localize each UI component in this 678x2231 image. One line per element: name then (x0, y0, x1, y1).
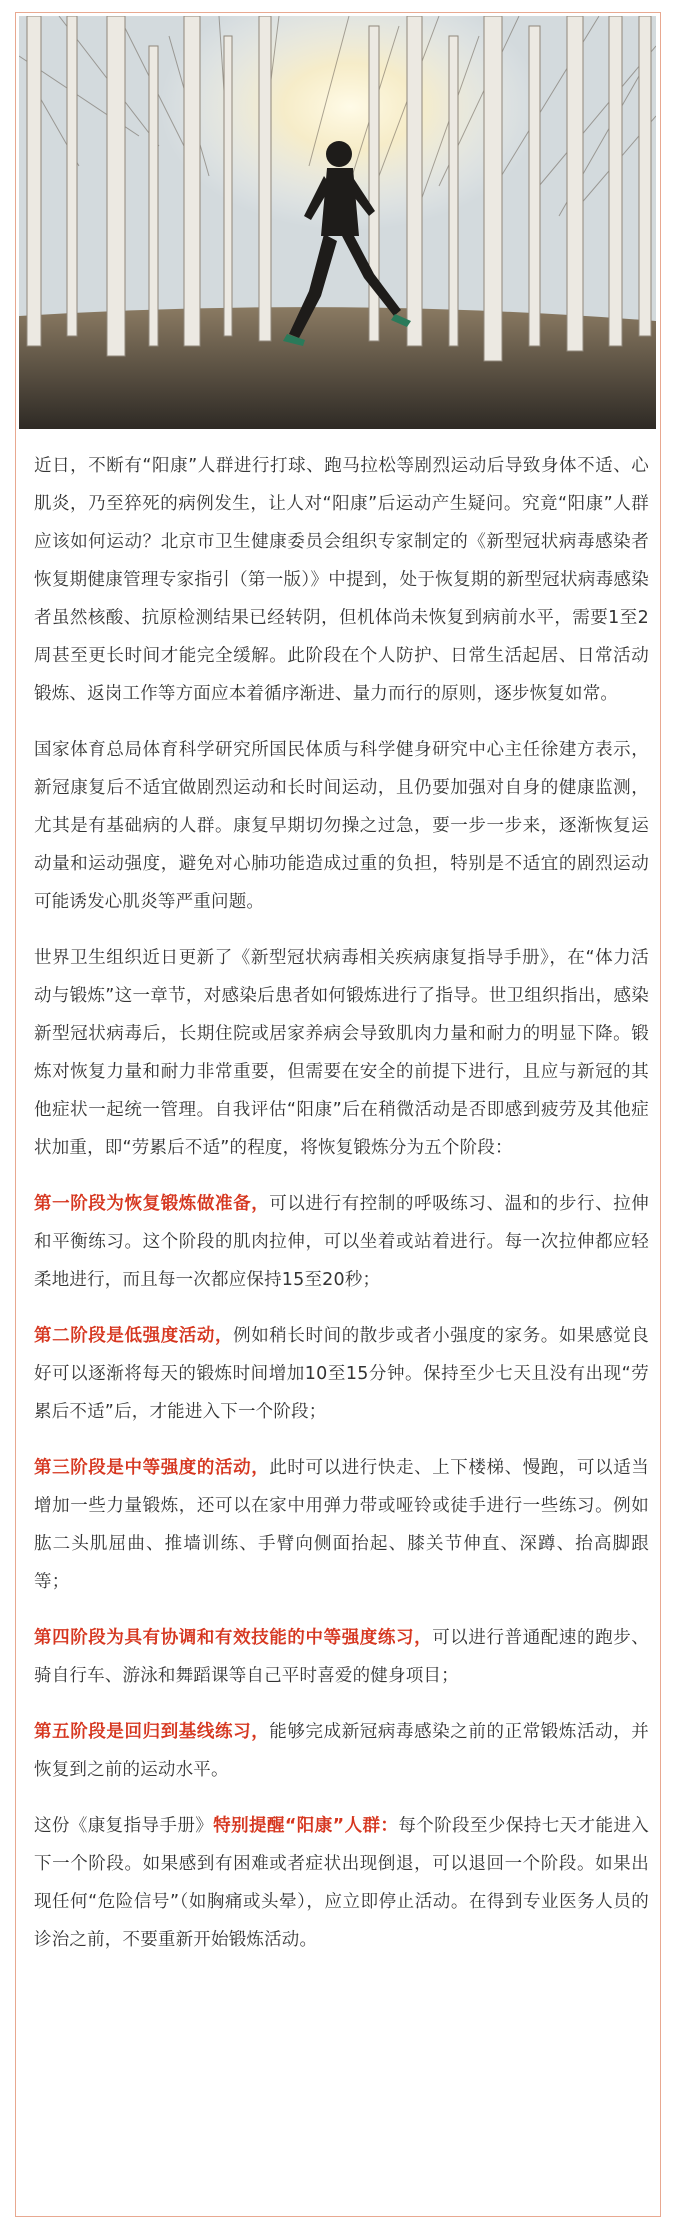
stage-4-heading: 第四阶段为具有协调和有效技能的中等强度练习， (34, 1628, 433, 1648)
stage-4-text: 可以进行普通配速的跑步、骑自行车、游泳和舞蹈课等自己平时喜爱的健身项目； (34, 1628, 649, 1686)
forest-runner-icon (19, 16, 656, 429)
stage-3-text: 此时可以进行快走、上下楼梯、慢跑，可以适当增加一些力量锻炼，还可以在家中用弹力带或哑铃或徒手进行一些练习。例如肱二头肌屈曲、推墙训练、手臂向侧面抬起、膝关节伸直、深蹲、抬高脚跟等； (34, 1458, 649, 1592)
paragraph-stage-4 (34, 1619, 649, 1695)
paragraph-intro: 近日，不断有“阳康”人群进行打球、跑马拉松等剧烈运动后导致身体不适、心肌炎，乃至猝死的病例发生，让人对“阳康”后运动产生疑问。究竟“阳康”人群应该如何运动？北京市卫生健康委员会组织专家制定的《新型冠状病毒感染者恢复期健康管理专家指引（第一版）》中提到，处于恢复期的新型冠状病毒感染者虽然核酸、抗原检测结果已经转阴，但机体尚未恢复到病前水平，需要1至2周甚至更长时间才能完全缓解。此阶段在个人防护、日常生活起居、日常活动锻炼、返岗工作等方面应本着循序渐进、量力而行的原则，逐步恢复如常。 (34, 456, 649, 704)
paragraph-stage-2 (34, 1317, 649, 1431)
paragraph-stage-1 (34, 1185, 649, 1299)
paragraph-expert: 国家体育总局体育科学研究所国民体质与科学健身研究中心主任徐建方表示，新冠康复后不适宜做剧烈运动和长时间运动，且仍要加强对自身的健康监测，尤其是有基础病的人群。康复早期切勿操之过急，要一步一步来，逐渐恢复运动量和运动强度，避免对心肺功能造成过重的负担，特别是不适宜的剧烈运动可能诱发心肌炎等严重问题。 (34, 740, 649, 912)
reminder-text: 每个阶段至少保持七天才能进入下一个阶段。如果感到有困难或者症状出现倒退，可以退回一个阶段。如果出现任何“危险信号”（如胸痛或头晕），应立即停止活动。在得到专业医务人员的诊治之前，不要重新开始锻炼活动。 (34, 1816, 649, 1950)
paragraph-who: 世界卫生组织近日更新了《新型冠状病毒相关疾病康复指导手册》，在“体力活动与锻炼”这一章节，对感染后患者如何锻炼进行了指导。世卫组织指出，感染新型冠状病毒后，长期住院或居家养病会导致肌肉力量和耐力的明显下降。锻炼对恢复力量和耐力非常重要，但需要在安全的前提下进行，且应与新冠的其他症状一起统一管理。自我评估“阳康”后在稍微活动是否即感到疲劳及其他症状加重，即“劳累后不适”的程度，将恢复锻炼分为五个阶段： (34, 948, 649, 1158)
article-frame (15, 12, 661, 2217)
stage-1-text: 可以进行有控制的呼吸练习、温和的步行、拉伸和平衡练习。这个阶段的肌肉拉伸，可以坐着或站着进行。每一次拉伸都应轻柔地进行，而且每一次都应保持15至20秒； (34, 1194, 649, 1290)
reminder-heading: 特别提醒“阳康”人群： (213, 1816, 399, 1836)
stage-2-text: 例如稍长时间的散步或者小强度的家务。如果感觉良好可以逐渐将每天的锻炼时间增加10至15分钟。保持至少七天且没有出现“劳累后不适”后，才能进入下一个阶段； (34, 1326, 649, 1422)
stage-3-heading: 第三阶段是中等强度的活动， (34, 1458, 270, 1478)
reminder-prefix: 这份《康复指导手册》 (34, 1816, 214, 1836)
paragraph-reminder (34, 1807, 649, 1959)
forest-runner-photo (19, 16, 656, 429)
stage-2-heading: 第二阶段是低强度活动， (34, 1326, 234, 1346)
paragraph-stage-3 (34, 1449, 649, 1601)
stage-1-heading: 第一阶段为恢复锻炼做准备， (34, 1194, 270, 1214)
stage-5-text: 能够完成新冠病毒感染之前的正常锻炼活动，并恢复到之前的运动水平。 (34, 1722, 649, 1780)
stage-5-heading: 第五阶段是回归到基线练习， (34, 1722, 270, 1742)
paragraph-stage-5 (34, 1713, 649, 1789)
